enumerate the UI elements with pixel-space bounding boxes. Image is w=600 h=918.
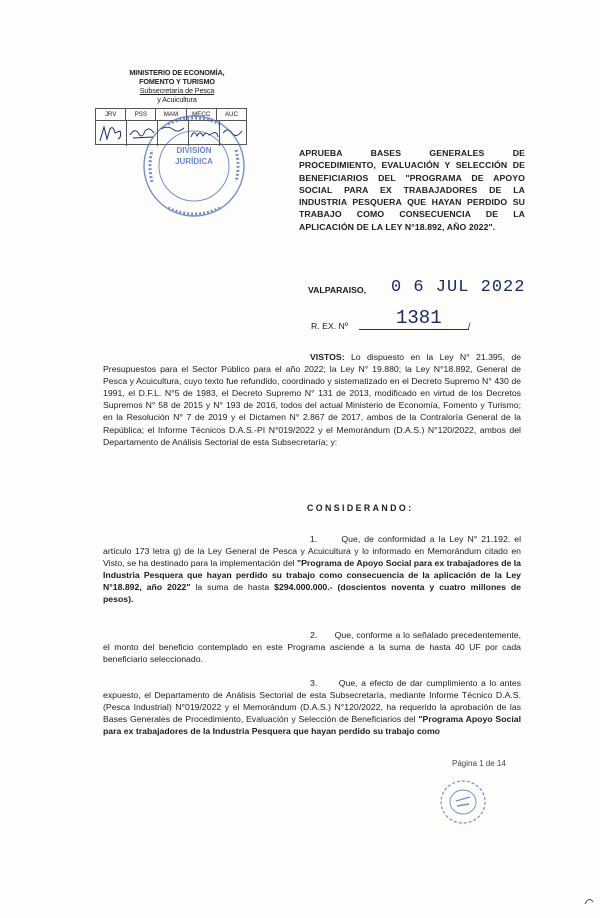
initials-header-cell: PSS [126, 109, 156, 120]
initials-header-cell: JRV [96, 109, 126, 120]
round-seal-icon [436, 777, 490, 827]
resolution-slash: / [468, 321, 471, 331]
letterhead-ministry-2: FOMENTO Y TURISMO [139, 77, 215, 86]
initials-header-cell: MECC [187, 109, 217, 120]
paragraph-text: Que, a efecto de dar cumplimiento a lo antes expuesto, el Departamento de Análisis Sectorial de esta Subsecretaría, mediante Informe Técnico D.A.S. (Pesca Industrial) N°019/2022 y el Memorándum (D.A.S.) N°120/2022, ha requerido la aprobación de las Bases Generales de Procedimiento, Evaluación y Selección de Beneficiarios del [103, 678, 521, 725]
initials-header-cell: AUC [224, 111, 238, 118]
paragraph-number: 3. [310, 678, 318, 688]
paragraph-number: 2. [310, 630, 318, 640]
vistos-text: Lo dispuesto en la Ley N° 21.395, de Presupuestos para el Sector Público para el año 2022; la Ley N° 19.880; la Ley N°18.892, General de Pesca y Acuicultura, cuyo texto fue refundido, coordinado y sistematizado en el Decreto Supremo N° 430 de 1991, el D.F.L. N°5 de 1983, el Decreto Supremo N° 131 de 2013, modificado en virtud de los Decretos Supremos N° 58 de 2015 y N° 193 de 2016, todos del actual Ministerio de Economía, Fomento y Turismo; en la Resolución N° 7 de 2019 y el Dictamen N° 2.867 de 2017, ambos de la Contraloría General de la República; el Informe Técnicos D.A.S.-PI N°019/2022 y el Memorándum (D.A.S.) N°120/2022, ambos del Departamento de Análisis Sectorial de esta Subsecretaría; y: [103, 352, 521, 447]
paragraph-text: la suma de hasta [190, 582, 275, 593]
program-name: "Programa de Apoyo Social para ex trabajadores de la Industria Pesquera que hayan perdido su trabajo como consecuencia de la aplicación de la Ley N°18.892, año 2022" [103, 558, 522, 593]
paragraph-text: Que, de conformidad a la Ley N° 21.192. el artículo 173 letra g) de la Ley General de Pesca y Acuicultura y lo informado en Memorándum citado en Visto, se ha destinado para la implementación del [103, 534, 521, 569]
letterhead [112, 68, 242, 104]
margin-mark-icon [583, 893, 595, 905]
division-juridica-stamp [138, 110, 250, 222]
page-number: Página 1 de 14 [452, 759, 506, 768]
resolution-title: APRUEBA BASES GENERALES DE PROCEDIMIENTO, EVALUACIÓN Y SELECCIÓN DE BENEFICIARIOS DEL "PROGRAMA DE APOYO SOCIAL PARA EX TRABAJADORES DE LA INDUSTRIA PESQUERA QUE HAYAN PERDIDO SU TRABAJO COMO CONSECUENCIA DE LA APLICACIÓN DE LA LEY N°18.892, AÑO 2022". [299, 148, 525, 232]
initials-header-cell: MAM [156, 109, 186, 120]
date-label: VALPARAISO, [308, 285, 367, 295]
resolution-number: 1381 [396, 307, 442, 329]
initials-signature [96, 121, 127, 146]
resolution-label: R. EX. Nº [311, 321, 348, 331]
letterhead-subsecretaria: Subsecretaría de Pesca [139, 86, 215, 95]
paragraph-text: Que, conforme a lo señalado precedentemente, el monto del beneficio contemplado en este Programa asciende a la suma de hasta 40 UF por cada beneficiario seleccionado. [103, 630, 521, 665]
letterhead-ministry: MINISTERIO DE ECONOMÍA, [129, 68, 225, 77]
vistos-heading: VISTOS: [310, 352, 345, 362]
date-value: 0 6 JUL 2022 [391, 278, 526, 297]
program-name: "Programa Apoyo Social para ex trabajadores de la Industria Pesquera que hayan perdido su trabajo como [103, 714, 521, 737]
vistos-paragraph [103, 351, 521, 448]
amount: $294.000.000.- (doscientos noventa y cuatro millones de pesos). [103, 582, 521, 605]
letterhead-subsecretaria-2: y Acuicultura [157, 95, 197, 104]
considerando-paragraph-1 [103, 533, 521, 606]
stamp-label [138, 145, 250, 167]
stamp-text-line1: DIVISIÓN [176, 146, 212, 155]
paragraph-number: 1. [310, 534, 318, 544]
resolution-underline [359, 329, 469, 330]
resolution-number-row [308, 307, 508, 329]
considerando-heading: CONSIDERANDO: [307, 503, 414, 513]
considerando-paragraph-3 [103, 677, 521, 737]
considerando-paragraph-2 [103, 629, 521, 665]
stamp-text-line2: JURÍDICA [175, 157, 213, 166]
